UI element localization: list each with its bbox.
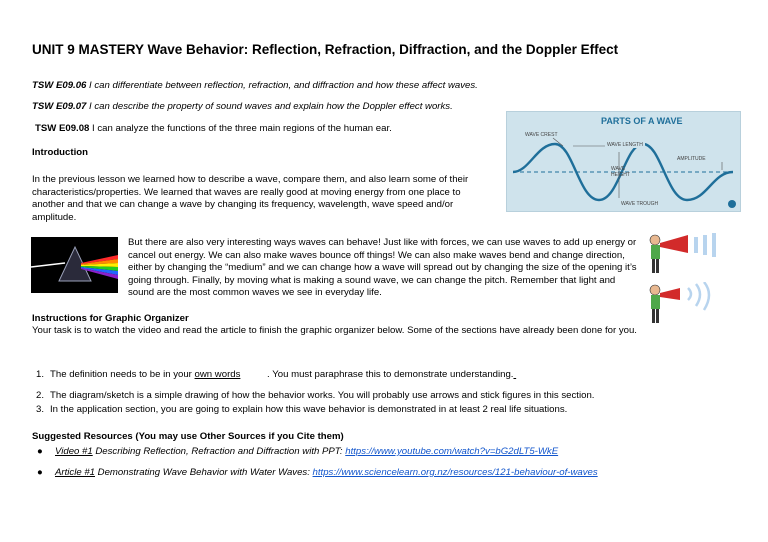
item-text: The definition needs to be in your [50,369,195,380]
megaphone-figure-1 [646,232,732,276]
page-title: UNIT 9 MASTERY Wave Behavior: Reflection, Refraction, Diffraction, and the Doppler Effect [32,42,619,57]
resource-item-2 [37,467,598,478]
instruction-item-3 [36,404,567,415]
behaviors-paragraph: But there are also very interesting ways waves can behave! Just like with forces, we can use waves to add up energy or cancel out energy. We can also make waves bounce off things! We can also make waves bend and change direction, either by changing the “medium” and we can change how a wave will spread out by changing the size of the opening it’s going through. Finally, by moving what is making a sound wave, we can change the pitch. Remember that light and sound are the most common waves we see in everyday life. [128,237,637,299]
bullet: ● [37,446,43,457]
wave-diagram [506,111,741,212]
objective-text: I can describe the property of sound waves and explain how the Doppler effect works. [86,101,453,112]
instruction-item-1 [36,369,516,380]
prism-svg [31,237,118,293]
objective-text: I can differentiate between reflection, refraction, and diffraction and how these affect waves. [86,80,478,91]
wave-trough-label: WAVE TROUGH [621,201,659,207]
wave-height-label: WAVE HEIGHT [611,166,630,178]
wave-length-label: WAVE LENGTH [607,142,643,148]
introduction-paragraph: In the previous lesson we learned how to describe a wave, compare them, and also learn some of their characteristics/properties. We learned that waves are really good at moving energy from one place to another and that we can change a wave by changing its frequency, wavelength, wave speed and/or amplitude. [32,174,469,223]
wave-diagram-title: PARTS OF A WAVE [601,116,683,126]
objective-code: TSW E09.07 [32,101,87,112]
megaphone-figure-2 [646,282,732,328]
objective-3 [35,123,392,134]
resource-text: Describing Reflection, Refraction and Diffraction with PPT: [92,446,346,457]
resource-item-1 [37,446,558,457]
item-text-rest: . You must paraphrase this to demonstrate understanding. [240,369,514,380]
own-words: own words [194,369,241,380]
resources-heading: Suggested Resources (You may use Other Sources if you Cite them) [32,431,344,442]
item-number: 2. [36,390,45,401]
blank-underline [513,369,516,380]
logo-dot [728,200,736,208]
objective-text: I can analyze the functions of the three main regions of the human ear. [89,123,392,134]
amplitude-label: AMPLITUDE [677,156,706,162]
resource-link-article[interactable]: https://www.sciencelearn.org.nz/resources/121-behaviour-of-waves [312,467,598,478]
prism-image [31,237,118,293]
resource-label[interactable]: Video #1 [55,446,93,457]
item-text: The diagram/sketch is a simple drawing of how the behavior works. You will probably use arrows and stick figures in this section. [50,390,595,401]
item-number: 3. [36,404,45,415]
item-number: 1. [36,369,45,380]
instructions-paragraph: Your task is to watch the video and read the article to finish the graphic organizer below. Some of the sections have already been done for you. [32,325,637,336]
wave-crest-label: WAVE CREST [525,132,558,138]
resource-text: Demonstrating Wave Behavior with Water Waves: [95,467,313,478]
objective-2 [32,101,453,112]
resource-label[interactable]: Article #1 [55,467,95,478]
instructions-heading: Instructions for Graphic Organizer [32,313,189,324]
instruction-item-2 [36,390,594,401]
objective-1 [32,80,478,91]
objective-code: TSW E09.08 [35,123,90,134]
item-text: In the application section, you are going to explain how this wave behavior is demonstrated in at least 2 real life situations. [50,404,568,415]
bullet: ● [37,467,43,478]
introduction-heading: Introduction [32,147,88,158]
resource-link-video[interactable]: https://www.youtube.com/watch?v=bG2dLT5-WkE [345,446,559,457]
megaphone-icon [646,282,732,328]
objective-code: TSW E09.06 [32,80,87,91]
megaphone-icon [646,232,732,276]
